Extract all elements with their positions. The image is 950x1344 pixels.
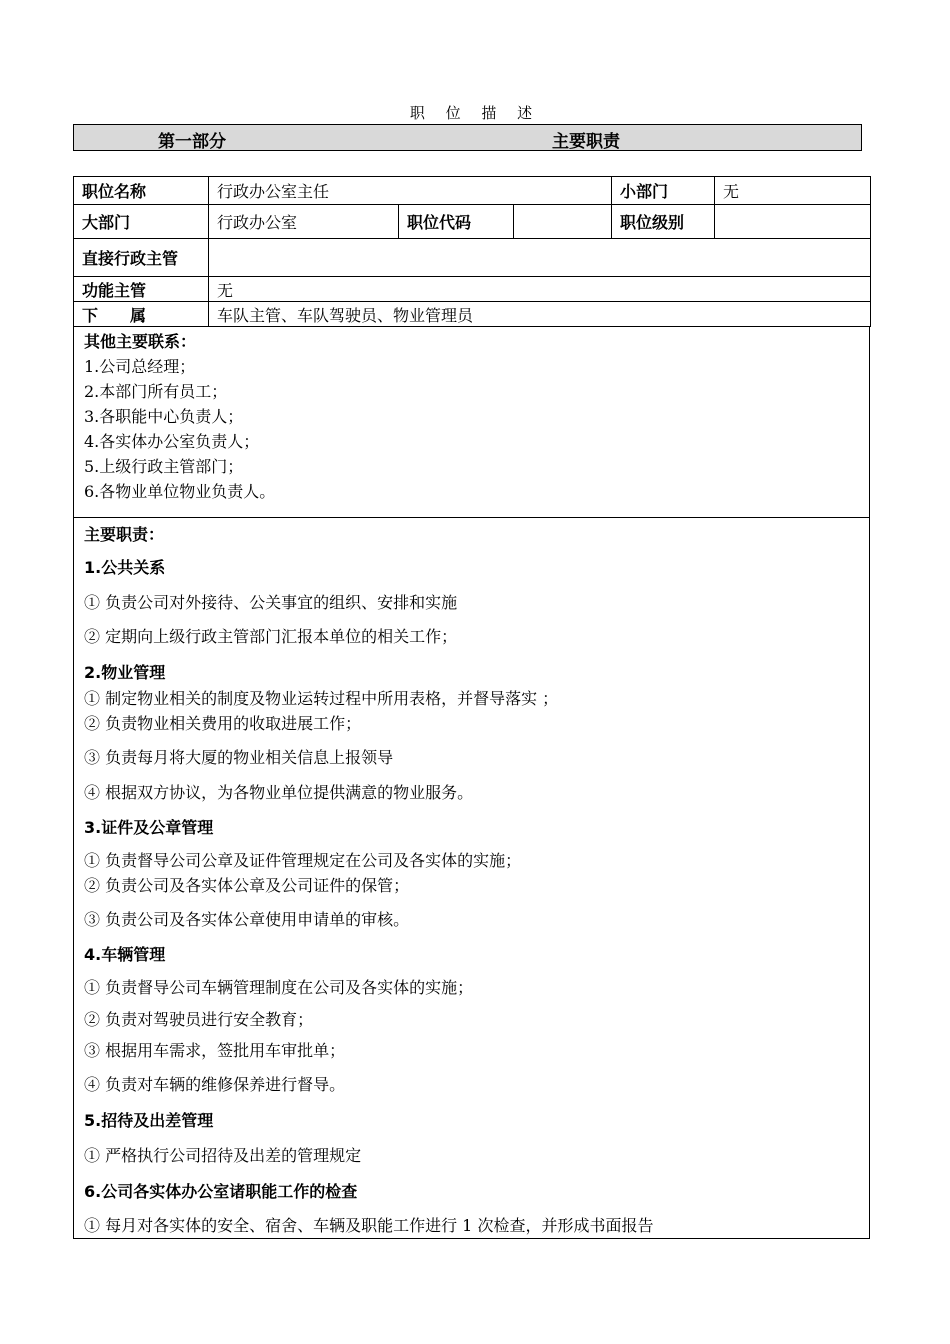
- contacts-box: [73, 327, 870, 518]
- functional-supervisor-value: 无: [209, 277, 871, 302]
- duty-item: ④ 根据双方协议，为各物业单位提供满意的物业服务。: [84, 783, 474, 802]
- section-label: 主要职责: [552, 132, 620, 152]
- contact-item: 6.各物业单位物业负责人。: [84, 482, 276, 501]
- duty-section-title: 4.车辆管理: [84, 945, 166, 964]
- position-name-label: 职位名称: [74, 177, 209, 205]
- position-info-table: [73, 176, 871, 327]
- part-label: 第一部分: [158, 132, 226, 152]
- direct-supervisor-value: [209, 239, 871, 277]
- direct-supervisor-label: 直接行政主管: [74, 239, 209, 277]
- contacts-heading: 其他主要联系：: [84, 332, 197, 351]
- duty-item: ① 负责督导公司公章及证件管理规定在公司及各实体的实施；: [84, 851, 522, 870]
- sub-dept-label: 小部门: [612, 177, 715, 205]
- position-code-label: 职位代码: [399, 205, 514, 239]
- duty-item: ④ 负责对车辆的维修保养进行督导。: [84, 1075, 346, 1094]
- document-title: 职 位 描 述: [409, 104, 541, 122]
- duty-item: ① 负责督导公司车辆管理制度在公司及各实体的实施；: [84, 978, 474, 997]
- duty-item: ① 负责公司对外接待、公关事宜的组织、安排和实施: [84, 593, 458, 612]
- sub-dept-value: 无: [715, 177, 871, 205]
- duty-section-title: 3.证件及公章管理: [84, 818, 214, 837]
- contact-item: 4.各实体办公室负责人；: [84, 432, 260, 451]
- dept-label: 大部门: [74, 205, 209, 239]
- contact-item: 5.上级行政主管部门；: [84, 457, 244, 476]
- duty-item: ① 严格执行公司招待及出差的管理规定: [84, 1146, 362, 1165]
- duties-box: [73, 517, 870, 1239]
- functional-supervisor-label: 功能主管: [74, 277, 209, 302]
- contact-item: 2.本部门所有员工；: [84, 382, 228, 401]
- duties-heading: 主要职责：: [84, 525, 165, 544]
- duty-item: ① 制定物业相关的制度及物业运转过程中所用表格，并督导落实 ；: [84, 689, 559, 708]
- duty-item: ① 每月对各实体的安全、宿舍、车辆及职能工作进行 1 次检查，并形成书面报告: [84, 1216, 654, 1235]
- subordinates-value: 车队主管、车队驾驶员、物业管理员: [209, 302, 871, 327]
- duty-section-title: 1.公共关系: [84, 558, 166, 577]
- subordinates-label: 下 属: [74, 302, 209, 327]
- duty-section-title: 6.公司各实体办公室诸职能工作的检查: [84, 1182, 358, 1201]
- duty-section-title: 2.物业管理: [84, 663, 166, 682]
- duty-item: ② 定期向上级行政主管部门汇报本单位的相关工作；: [84, 627, 458, 646]
- position-level-value: [715, 205, 871, 239]
- position-name-value: 行政办公室主任: [209, 177, 612, 205]
- position-level-label: 职位级别: [612, 205, 715, 239]
- duty-item: ② 负责物业相关费用的收取进展工作；: [84, 714, 362, 733]
- position-code-value: [514, 205, 612, 239]
- contact-item: 3.各职能中心负责人；: [84, 407, 244, 426]
- dept-value: 行政办公室: [209, 205, 399, 239]
- duty-item: ③ 根据用车需求，签批用车审批单；: [84, 1041, 346, 1060]
- part-header-bar: [73, 124, 862, 151]
- duty-section-title: 5.招待及出差管理: [84, 1111, 214, 1130]
- duty-item: ③ 负责公司及各实体公章使用申请单的审核。: [84, 910, 410, 929]
- duty-item: ② 负责对驾驶员进行安全教育；: [84, 1010, 314, 1029]
- duty-item: ③ 负责每月将大厦的物业相关信息上报领导: [84, 748, 394, 767]
- contact-item: 1.公司总经理；: [84, 357, 196, 376]
- duty-item: ② 负责公司及各实体公章及公司证件的保管；: [84, 876, 410, 895]
